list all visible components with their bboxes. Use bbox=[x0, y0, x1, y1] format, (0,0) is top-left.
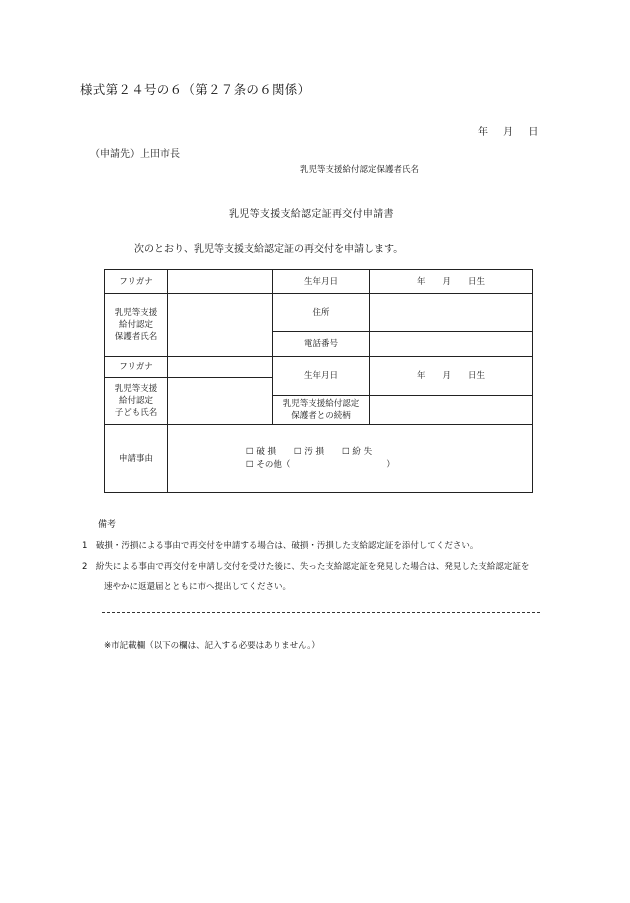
guardian-name-label-cell: 乳児等支援 給付認定 保護者氏名 bbox=[105, 294, 168, 357]
application-form-table bbox=[104, 269, 533, 493]
reason-label: 申請事由 bbox=[105, 425, 168, 493]
address-field[interactable] bbox=[370, 294, 533, 332]
reason-options bbox=[168, 425, 533, 493]
guardian-name-field[interactable] bbox=[168, 294, 273, 357]
reason-lost-checkbox[interactable]: ☐ 紛 失 bbox=[342, 446, 373, 457]
child-name-label-cell: 乳児等支援 給付認定 子ども氏名 bbox=[105, 378, 168, 425]
address-label: 住所 bbox=[273, 294, 370, 332]
phone-field[interactable] bbox=[370, 332, 533, 357]
note-2-line-2: 速やかに返還届とともに市へ提出してください。 bbox=[104, 582, 292, 592]
notes-title: 備考 bbox=[98, 520, 117, 530]
guardian-birthdate-field[interactable]: 年 月 日生 bbox=[370, 270, 533, 294]
guardian-birthdate-label: 生年月日 bbox=[273, 270, 370, 294]
child-birthdate-label: 生年月日 bbox=[273, 357, 370, 396]
child-furigana-label: フリガナ bbox=[105, 357, 168, 378]
dashed-divider bbox=[102, 612, 540, 613]
date-line: 年 月 日 bbox=[478, 127, 539, 138]
guardian-furigana-field[interactable] bbox=[168, 270, 273, 294]
guardian-name-label: 乳児等支援給付認定保護者氏名 bbox=[300, 165, 420, 175]
child-furigana-field[interactable] bbox=[168, 357, 273, 378]
relationship-label: 乳児等支援給付認定 保護者との続柄 bbox=[273, 396, 370, 425]
form-number: 様式第２４号の６（第２７条の６関係） bbox=[80, 82, 311, 97]
phone-label: 電話番号 bbox=[273, 332, 370, 357]
intro-text: 次のとおり、乳児等支援支給認定証の再交付を申請します。 bbox=[134, 244, 404, 255]
note-2-line-1: 2 紛失による事由で再交付を申請し交付を受けた後に、失った支給認定証を発見した場合は、発見した支給認定証を bbox=[82, 562, 530, 572]
relationship-field[interactable] bbox=[370, 396, 533, 425]
reason-other-checkbox[interactable]: ☐ その他（ bbox=[246, 459, 291, 470]
child-birthdate-field[interactable]: 年 月 日生 bbox=[370, 357, 533, 396]
office-use-note: ※市記載欄（以下の欄は、記入する必要はありません。） bbox=[104, 641, 320, 651]
reason-other-close: ） bbox=[386, 459, 395, 470]
note-1: 1 破損・汚損による事由で再交付を申請する場合は、破損・汚損した支給認定証を添付してください。 bbox=[82, 541, 479, 551]
reason-soiled-checkbox[interactable]: ☐ 汚 損 bbox=[294, 446, 325, 457]
document-title: 乳児等支援支給認定証再交付申請書 bbox=[229, 209, 394, 220]
child-name-field[interactable] bbox=[168, 378, 273, 425]
addressee: （申請先）上田市長 bbox=[90, 149, 180, 160]
reason-damaged-checkbox[interactable]: ☐ 破 損 bbox=[246, 446, 277, 457]
guardian-furigana-label: フリガナ bbox=[105, 270, 168, 294]
